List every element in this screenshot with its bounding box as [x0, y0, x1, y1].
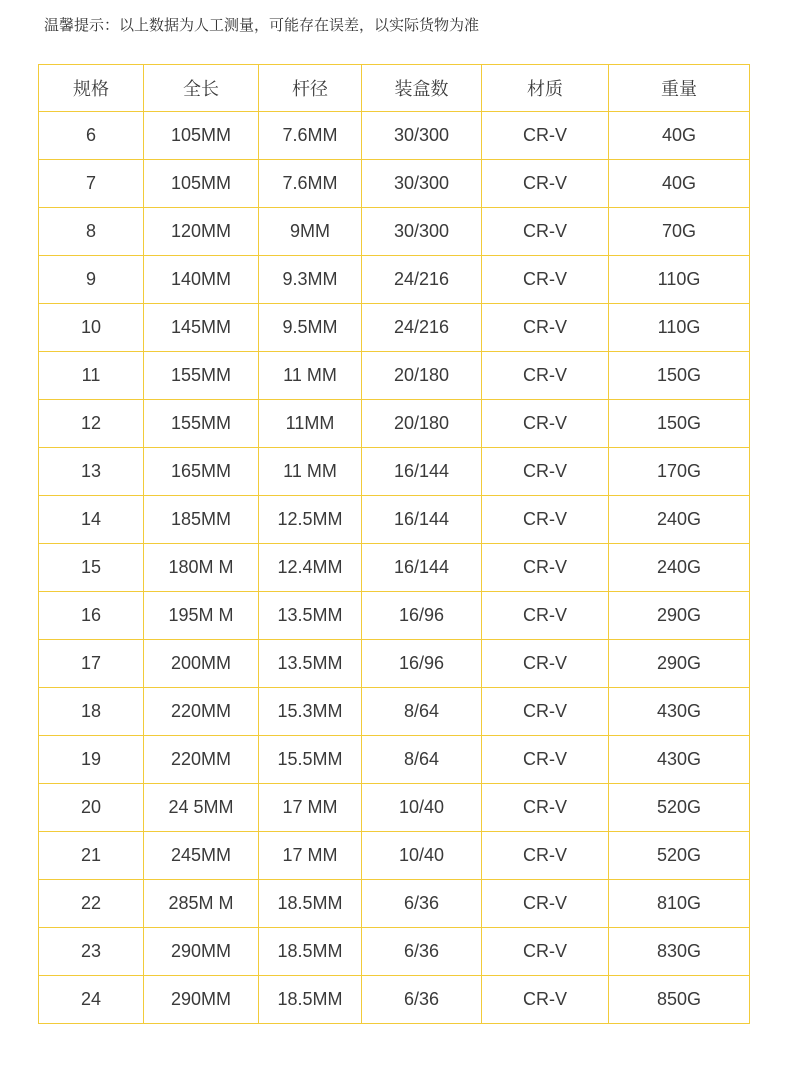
cell-spec: 9 [39, 256, 144, 304]
cell-shaft-diameter: 11MM [259, 400, 362, 448]
cell-shaft-diameter: 7.6MM [259, 112, 362, 160]
cell-shaft-diameter: 18.5MM [259, 976, 362, 1024]
cell-weight: 290G [609, 592, 750, 640]
table-header-row [39, 65, 750, 112]
cell-material: CR-V [482, 208, 609, 256]
spec-table [38, 64, 750, 1024]
cell-weight: 170G [609, 448, 750, 496]
cell-weight: 150G [609, 400, 750, 448]
cell-box-quantity: 8/64 [362, 688, 482, 736]
cell-length: 285M M [144, 880, 259, 928]
cell-shaft-diameter: 9.3MM [259, 256, 362, 304]
header-length: 全长 [144, 65, 259, 112]
cell-material: CR-V [482, 976, 609, 1024]
cell-box-quantity: 16/96 [362, 592, 482, 640]
table-row [39, 208, 750, 256]
table-row [39, 736, 750, 784]
table-row [39, 784, 750, 832]
cell-weight: 430G [609, 688, 750, 736]
cell-material: CR-V [482, 784, 609, 832]
cell-spec: 13 [39, 448, 144, 496]
cell-length: 220MM [144, 688, 259, 736]
cell-weight: 40G [609, 160, 750, 208]
cell-shaft-diameter: 18.5MM [259, 928, 362, 976]
cell-shaft-diameter: 15.5MM [259, 736, 362, 784]
cell-box-quantity: 16/144 [362, 496, 482, 544]
header-spec: 规格 [39, 65, 144, 112]
cell-material: CR-V [482, 352, 609, 400]
cell-material: CR-V [482, 112, 609, 160]
cell-spec: 21 [39, 832, 144, 880]
cell-length: 200MM [144, 640, 259, 688]
cell-weight: 520G [609, 784, 750, 832]
cell-spec: 20 [39, 784, 144, 832]
cell-material: CR-V [482, 448, 609, 496]
cell-spec: 10 [39, 304, 144, 352]
cell-length: 24 5MM [144, 784, 259, 832]
cell-box-quantity: 10/40 [362, 784, 482, 832]
cell-box-quantity: 16/144 [362, 448, 482, 496]
table-row [39, 544, 750, 592]
cell-material: CR-V [482, 496, 609, 544]
table-row [39, 256, 750, 304]
cell-box-quantity: 6/36 [362, 976, 482, 1024]
cell-material: CR-V [482, 304, 609, 352]
cell-length: 155MM [144, 352, 259, 400]
cell-box-quantity: 20/180 [362, 352, 482, 400]
cell-weight: 110G [609, 304, 750, 352]
cell-shaft-diameter: 13.5MM [259, 640, 362, 688]
cell-box-quantity: 10/40 [362, 832, 482, 880]
cell-spec: 15 [39, 544, 144, 592]
cell-material: CR-V [482, 400, 609, 448]
cell-length: 165MM [144, 448, 259, 496]
cell-weight: 830G [609, 928, 750, 976]
header-shaft-diameter: 杆径 [259, 65, 362, 112]
cell-spec: 8 [39, 208, 144, 256]
header-box-quantity: 装盒数 [362, 65, 482, 112]
cell-length: 105MM [144, 160, 259, 208]
cell-material: CR-V [482, 736, 609, 784]
cell-material: CR-V [482, 880, 609, 928]
cell-weight: 40G [609, 112, 750, 160]
cell-spec: 12 [39, 400, 144, 448]
cell-box-quantity: 30/300 [362, 160, 482, 208]
cell-spec: 18 [39, 688, 144, 736]
cell-material: CR-V [482, 832, 609, 880]
cell-material: CR-V [482, 688, 609, 736]
cell-length: 195M M [144, 592, 259, 640]
cell-weight: 810G [609, 880, 750, 928]
cell-box-quantity: 16/144 [362, 544, 482, 592]
cell-length: 140MM [144, 256, 259, 304]
cell-length: 120MM [144, 208, 259, 256]
table-row [39, 640, 750, 688]
cell-spec: 7 [39, 160, 144, 208]
cell-weight: 850G [609, 976, 750, 1024]
cell-shaft-diameter: 11 MM [259, 352, 362, 400]
measurement-notice: 温馨提示：以上数据为人工测量，可能存在误差，以实际货物为准 [44, 16, 480, 34]
cell-length: 155MM [144, 400, 259, 448]
cell-spec: 23 [39, 928, 144, 976]
cell-weight: 520G [609, 832, 750, 880]
cell-length: 290MM [144, 976, 259, 1024]
cell-box-quantity: 16/96 [362, 640, 482, 688]
table-row [39, 496, 750, 544]
table-row [39, 880, 750, 928]
cell-length: 105MM [144, 112, 259, 160]
cell-spec: 22 [39, 880, 144, 928]
cell-spec: 24 [39, 976, 144, 1024]
cell-shaft-diameter: 9MM [259, 208, 362, 256]
table-body [39, 112, 750, 1024]
cell-box-quantity: 6/36 [362, 928, 482, 976]
cell-length: 185MM [144, 496, 259, 544]
table-row [39, 112, 750, 160]
table-row [39, 400, 750, 448]
cell-material: CR-V [482, 256, 609, 304]
table-row [39, 688, 750, 736]
cell-box-quantity: 24/216 [362, 304, 482, 352]
cell-shaft-diameter: 15.3MM [259, 688, 362, 736]
cell-box-quantity: 20/180 [362, 400, 482, 448]
cell-spec: 14 [39, 496, 144, 544]
table-row [39, 928, 750, 976]
cell-box-quantity: 30/300 [362, 208, 482, 256]
cell-shaft-diameter: 7.6MM [259, 160, 362, 208]
cell-length: 220MM [144, 736, 259, 784]
cell-weight: 240G [609, 496, 750, 544]
cell-box-quantity: 30/300 [362, 112, 482, 160]
cell-spec: 16 [39, 592, 144, 640]
cell-weight: 70G [609, 208, 750, 256]
cell-material: CR-V [482, 544, 609, 592]
header-material: 材质 [482, 65, 609, 112]
cell-weight: 150G [609, 352, 750, 400]
table-row [39, 592, 750, 640]
cell-material: CR-V [482, 592, 609, 640]
cell-weight: 290G [609, 640, 750, 688]
cell-spec: 6 [39, 112, 144, 160]
table-row [39, 832, 750, 880]
cell-length: 245MM [144, 832, 259, 880]
cell-box-quantity: 6/36 [362, 880, 482, 928]
cell-length: 290MM [144, 928, 259, 976]
cell-weight: 240G [609, 544, 750, 592]
cell-material: CR-V [482, 640, 609, 688]
cell-material: CR-V [482, 928, 609, 976]
header-weight: 重量 [609, 65, 750, 112]
cell-box-quantity: 24/216 [362, 256, 482, 304]
cell-weight: 110G [609, 256, 750, 304]
cell-shaft-diameter: 17 MM [259, 832, 362, 880]
cell-shaft-diameter: 12.4MM [259, 544, 362, 592]
cell-shaft-diameter: 9.5MM [259, 304, 362, 352]
cell-shaft-diameter: 13.5MM [259, 592, 362, 640]
cell-shaft-diameter: 11 MM [259, 448, 362, 496]
cell-spec: 19 [39, 736, 144, 784]
cell-shaft-diameter: 18.5MM [259, 880, 362, 928]
cell-weight: 430G [609, 736, 750, 784]
cell-spec: 17 [39, 640, 144, 688]
cell-spec: 11 [39, 352, 144, 400]
cell-material: CR-V [482, 160, 609, 208]
cell-length: 180M M [144, 544, 259, 592]
table-row [39, 976, 750, 1024]
cell-shaft-diameter: 12.5MM [259, 496, 362, 544]
table-row [39, 160, 750, 208]
cell-length: 145MM [144, 304, 259, 352]
table-row [39, 304, 750, 352]
table-row [39, 448, 750, 496]
cell-shaft-diameter: 17 MM [259, 784, 362, 832]
table-row [39, 352, 750, 400]
cell-box-quantity: 8/64 [362, 736, 482, 784]
